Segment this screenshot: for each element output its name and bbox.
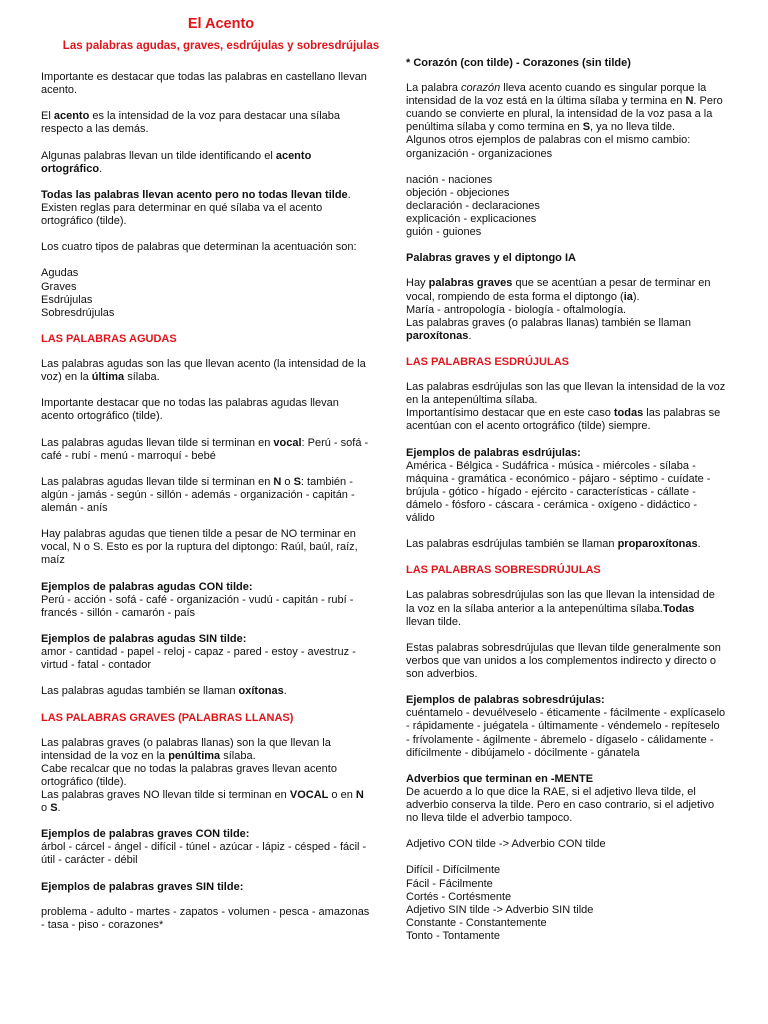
section-heading-esdrujulas: LAS PALABRAS ESDRÚJULAS: [406, 355, 569, 368]
intro-paragraph-5: Los cuatro tipos de palabras que determinan la acentuación son:: [41, 241, 357, 254]
list-item: declaración - declaraciones: [406, 199, 540, 212]
mente-paragraph: De acuerdo a lo que dice la RAE, si el adjetivo lleva tilde, el adverbio conserva la tilde. Pero en caso contrario, si el adjetivo no lleva tilde el adverbio tampoco.: [406, 785, 715, 825]
esdrujulas-examples: América - Bélgica - Sudáfrica - música - miércoles - sílaba - máquina - gramática - económico - pájaro - séptimo - cuídate - brújula - gótico - hígado - ejército - características - cállate - dámelo - fósforo - cáscara - cerámica - oxígeno - didáctico - válido: [406, 459, 711, 524]
list-item: explicación - explicaciones: [406, 213, 537, 226]
agudas-con-tilde-heading: Ejemplos de palabras agudas CON tilde:: [41, 580, 253, 593]
mente-heading: Adverbios que terminan en -MENTE: [406, 772, 594, 785]
intro-paragraph-3: Algunas palabras llevan un tilde identificando el acento ortográfico.: [41, 149, 312, 175]
con-tilde-rule: Adjetivo CON tilde -> Adverbio CON tilde: [406, 838, 606, 851]
sobresdrujulas-paragraph-2: Estas palabras sobresdrújulas que llevan tilde generalmente son verbos que van unidos a los complementos indirecto y directo o son adverbios.: [406, 641, 721, 681]
list-item: Cortés - Cortésmente: [406, 890, 512, 903]
right-column: [406, 57, 726, 956]
list-item: Sobresdrújulas: [41, 306, 115, 319]
list-item: Adjetivo SIN tilde -> Adverbio SIN tilde: [406, 903, 594, 916]
corazon-heading: * Corazón (con tilde) - Corazones (sin tilde): [406, 57, 631, 69]
agudas-paragraph-5: Hay palabras agudas que tienen tilde a pesar de NO terminar en vocal, N o S. Esto es por la ruptura del diptongo: Raúl, baúl, raíz, maíz: [41, 528, 358, 567]
section-heading-agudas: LAS PALABRAS AGUDAS: [41, 332, 177, 345]
list-item: Constante - Constantemente: [406, 916, 547, 929]
intro-paragraph-2: El acento es la intensidad de la voz para destacar una sílaba respecto a las demás.: [41, 110, 341, 136]
diptongo-heading: Palabras graves y el diptongo IA: [406, 252, 576, 265]
list-item: Esdrújulas: [41, 293, 93, 306]
graves-con-tilde-examples: árbol - cárcel - ángel - difícil - túnel - azúcar - lápiz - césped - fácil - útil - carácter - débil: [41, 841, 367, 867]
list-item: Fácil - Fácilmente: [406, 877, 493, 890]
agudas-paragraph-3: Las palabras agudas llevan tilde si terminan en vocal: Perú - sofá - café - rubí - menú - marroquí - bebé: [41, 436, 369, 462]
left-column: [41, 71, 373, 945]
page-title: El Acento: [187, 16, 255, 32]
section-heading-graves: LAS PALABRAS GRAVES (PALABRAS LLANAS): [41, 711, 294, 724]
intro-paragraph-1: Importante es destacar que todas las palabras en castellano llevan acento.: [41, 71, 367, 97]
adverbs-list: [406, 864, 726, 943]
page-subtitle: Las palabras agudas, graves, esdrújulas y sobresdrújulas: [62, 40, 380, 52]
section-heading-sobresdrujulas: LAS PALABRAS SOBRESDRÚJULAS: [406, 564, 601, 577]
agudas-paragraph-4: Las palabras agudas llevan tilde si terminan en N o S: también - algún - jamás - según - sillón - además - organización - capitán - alemán - anís: [41, 475, 355, 514]
list-item: nación - naciones: [406, 173, 493, 186]
sobresdrujulas-examples: cuéntamelo - devuélveselo - éticamente - fácilmente - explícaselo - rápidamente - juégatela - últimamente - véndemelo - repíteselo - frívolamente - ágilmente - ábremelo - dígaselo - cálidamente - difícilmente - dibújamelo - dócilmente - gánatela: [406, 707, 726, 759]
sobresdrujulas-paragraph-1: Las palabras sobresdrújulas son las que llevan la intensidad de la voz en la sílaba anterior a la antepenúltima sílaba.Todas llevan tilde.: [406, 589, 715, 628]
graves-paragraph-1: Las palabras graves (o palabras llanas) son la que llevan la intensidad de la voz en la penúltima sílaba. Cabe recalcar que no todas la palabras graves llevan acento ortográfico (tilde). Las palabras graves NO llevan tilde si terminan en VOCAL o en N o S.: [41, 736, 364, 815]
agudas-con-tilde-examples: Perú - acción - sofá - café - organización - vudú - capitán - rubí - francés - sillón - camarón - país: [41, 593, 354, 619]
sobresdrujulas-examples-heading: Ejemplos de palabras sobresdrújulas:: [406, 694, 605, 707]
graves-sin-tilde-heading: Ejemplos de palabras graves SIN tilde:: [41, 880, 244, 893]
agudas-paragraph-2: Importante destacar que no todas las palabras agudas llevan acento ortográfico (tilde).: [41, 397, 339, 423]
esdrujulas-proparoxitonas: Las palabras esdrújulas también se llaman proparoxítonas.: [406, 538, 701, 551]
list-item: Difícil - Difícilmente: [406, 864, 501, 877]
graves-sin-tilde-examples: problema - adulto - martes - zapatos - volumen - pesca - amazonas - tasa - piso - corazones*: [41, 905, 370, 931]
word-types-list: [41, 267, 373, 319]
graves-con-tilde-heading: Ejemplos de palabras graves CON tilde:: [41, 828, 250, 841]
esdrujulas-examples-heading: Ejemplos de palabras esdrújulas:: [406, 446, 581, 459]
agudas-sin-tilde-examples: amor - cantidad - papel - reloj - capaz - pared - estoy - avestruz - virtud - fatal - contador: [41, 646, 356, 672]
plural-pairs-list: [406, 174, 726, 239]
list-item: objeción - objeciones: [406, 186, 510, 199]
list-item: Tonto - Tontamente: [406, 929, 500, 942]
list-item: Graves: [41, 280, 77, 293]
esdrujulas-paragraph: Las palabras esdrújulas son las que llevan la intensidad de la voz en la antepenúltima sílaba. Importantísimo destacar que en este caso todas las palabras se acentúan con el acento ortográfico (tilde) siempre.: [406, 381, 726, 433]
agudas-paragraph-1: Las palabras agudas son las que llevan acento (la intensidad de la voz) en la última sílaba.: [41, 357, 366, 384]
list-item: Agudas: [41, 267, 79, 280]
diptongo-paragraph: Hay palabras graves que se acentúan a pesar de terminar en vocal, rompiendo de esta forma el diptongo (ia). María - antropología - biología - oftalmología. Las palabras graves (o palabras llanas) también se llaman paroxítonas.: [406, 277, 711, 342]
agudas-sin-tilde-heading: Ejemplos de palabras agudas SIN tilde:: [41, 632, 247, 645]
agudas-oxitonas: Las palabras agudas también se llaman oxítonas.: [41, 685, 287, 698]
corazon-paragraph: La palabra corazón lleva acento cuando es singular porque la intensidad de la voz está en la última sílaba y termina en N. Pero cuando se convierte en plural, la intensidad de la voz pasa a la penúltima sílaba y como termina en S, ya no lleva tilde. Algunos otros ejemplos de palabras con el mismo cambio: organización - organizaciones: [406, 82, 723, 160]
intro-paragraph-4: Todas las palabras llevan acento pero no todas llevan tilde. Existen reglas para determinar en qué sílaba va el acento ortográfico (tilde).: [41, 188, 351, 228]
list-item: guión - guiones: [406, 226, 482, 239]
